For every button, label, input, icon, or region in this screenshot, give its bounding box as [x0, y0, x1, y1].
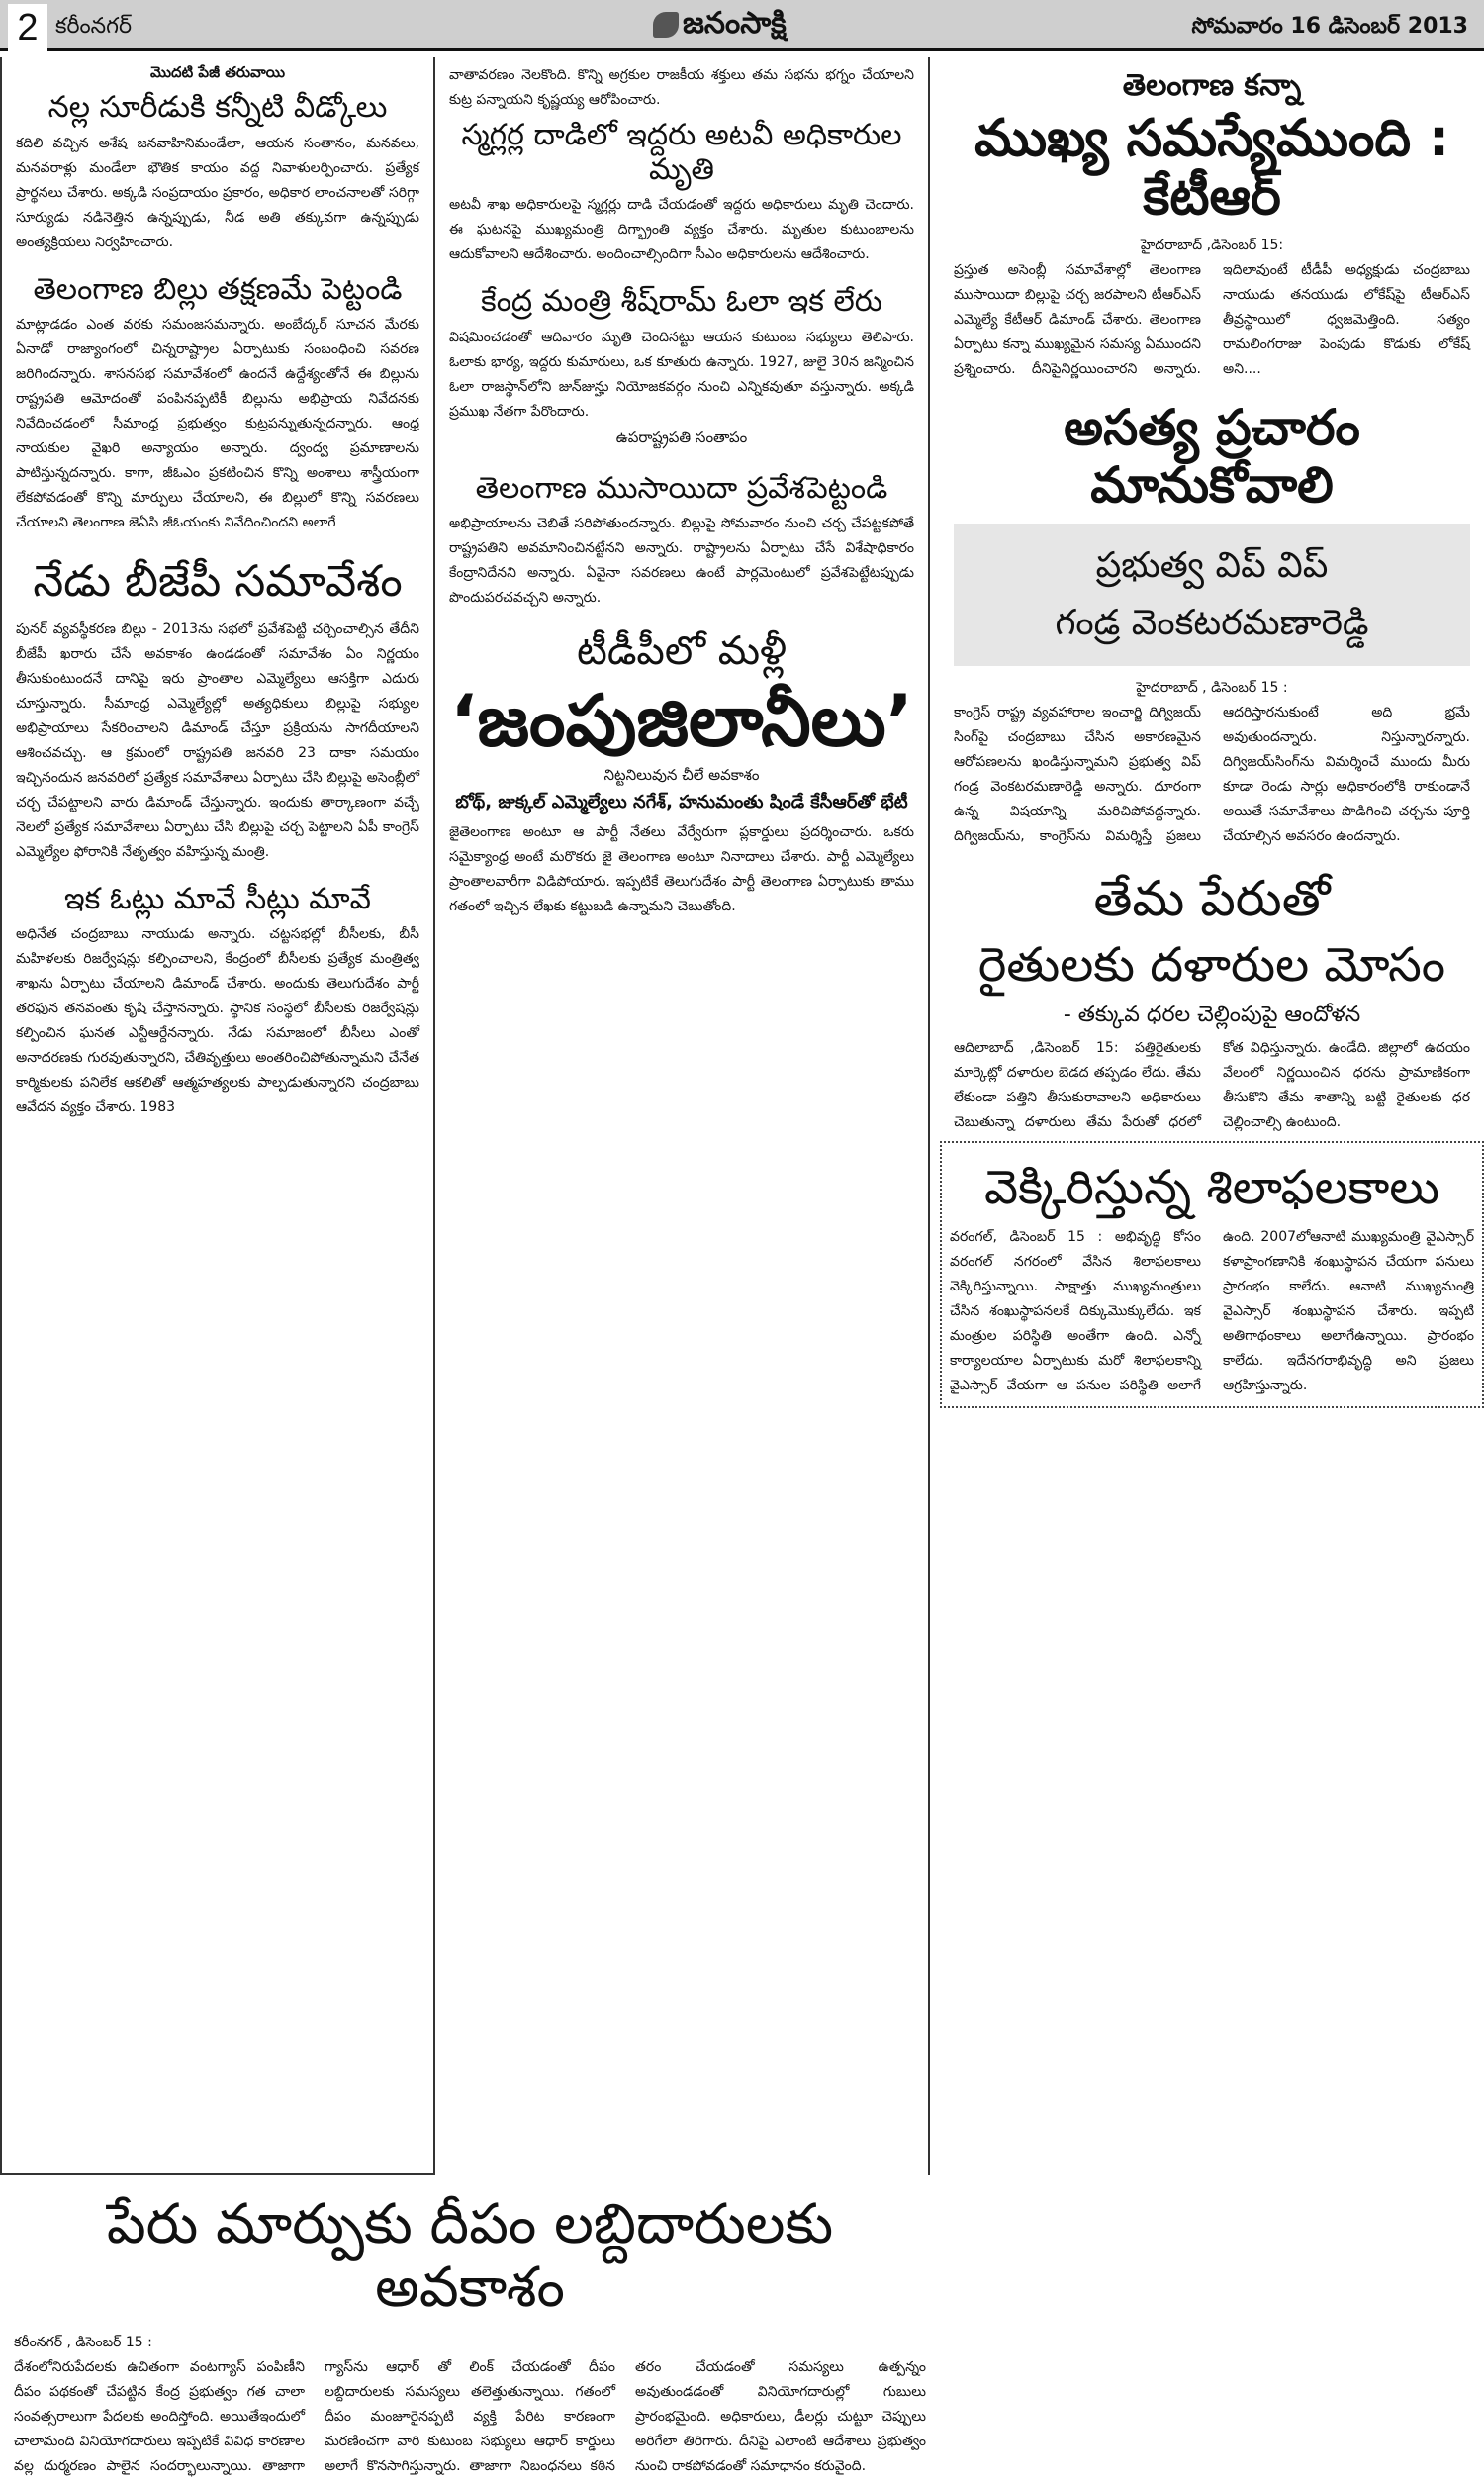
headline: తెలంగాణ ముసాయిదా ప్రవేశపెట్టండి — [475, 470, 888, 506]
edition-name: కరీంనగర్ — [55, 14, 133, 39]
story-mandela — [2, 57, 433, 261]
story-body: జైతెలంగాణ అంటూ ఆ పార్టీ నేతలు వేర్వేరుగా ప్లకార్డులు ప్రదర్శించారు. ఒకరు సమైక్యాంధ్ర అంటే మరొకరు జై తెలంగాణ అంటూ నినాదాలు చేశారు. పార్టీ ఎమ్మెల్యేలు ప్రాంతాలవారీగా విడిపోయారు. ఇప్పటికే తెలుగుదేశం పార్టీ తెలంగాణ ఏర్పాటుకు తాము గతంలో ఇచ్చిన లేఖకు కట్టుబడి ఉన్నామని చెబుతోంది. — [449, 823, 914, 914]
logo-text: జనంసాక్షి — [683, 6, 787, 41]
kicker: తెలంగాణ కన్నా — [1122, 68, 1302, 103]
story-body: అధినేత చంద్రబాబు నాయుడు అన్నారు. చట్టసభల్లో బీసీలకు, బీసీ మహిళలకు రిజర్వేషన్లు కల్పించాలని, కేంద్రంలో బీసీలకు ప్రత్యేక మంత్రిత్వ శాఖను ఏర్పాటు చేయాలని డిమాండ్ చేశారు. అందుకు తెలుగుదేశం పార్టీ తరఫున తనవంతు కృషి చేస్తానన్నారు. స్థానిక సంస్థలో బీసీలకు రిజర్వేషన్లు కల్పించిన ఘనత ఎన్టీఆర్దేనన్నారు. నేడు సమాజంలో బీసీలు ఎంతో అనాదరణకు గురవుతున్నారని, చేతివృత్తులు అంతరించిపోతున్నామని చేనేత కార్మికులకు పనిలేక ఆకలితో ఆత్మహత్యలకు పాల్పడుతున్నారని చంద్రబాబు ఆవేదన వ్యక్తం చేశారు. 1983 — [16, 926, 419, 1116]
story-body: వరంగల్, డిసెంబర్ 15 : అభివృద్ధి కోసం వరంగల్ నగరంలో వేసిన శిలాఫలకాలు వెక్కిరిస్తున్నాయి. సాక్షాత్తు ముఖ్యమంత్రులు చేసిన శంఖుస్థాపనలకే దిక్కుమొక్కులేదు. ఇక మంత్రుల పరిస్థితి అంతేగా ఉంది. ఎన్నో కార్యాలయాల ఏర్పాటుకు మరో శిలాఫలకాన్ని వైఎస్సార్ వేయగా ఆ పనుల పరిస్థితి అలాగే ఉంది. 2007లోఆనాటి ముఖ్యమంత్రి వైఎస్సార్ కళాప్రాంగణానికి శంఖుస్థాపన చేయగా పనులు ప్రారంభం కాలేదు. ఆనాటి ముఖ్యమంత్రి వైఎస్సార్ శంఖుస్థాపన చేశారు. ఇప్పటి అతిగాథంకాలు అలాగేఉన్నాయి. ప్రారంభం కాలేదు. ఇదేనగరాభివృద్ధి అని ప్రజలు ఆగ్రహిస్తున్నారు. — [950, 1228, 1474, 1393]
kicker: మొదటి పేజీ తరువాయి — [149, 63, 286, 81]
dateline: హైదరాబాద్ , డిసెంబర్ 15 : — [1136, 680, 1288, 697]
kicker: తేమ పేరుతో — [1093, 870, 1331, 928]
story-body: అటవీ శాఖ అధికారులపై స్మగ్లర్లు దాడి చేయడంతో ఇద్దరు అధికారులు మృతి చెందారు. ఈ ఘటనపై ముఖ్యమంత్రి దిగ్భ్రాంతి వ్యక్తం చేశారు. మృతుల కుటుంబాలను ఆదుకోవాలని ఆదేశించారు. అందించాల్సిందిగా సీఎం అధికారులను ఆదేశించారు. — [449, 197, 914, 262]
headline: నల్ల సూరీడుకి కన్నీటి వీడ్కోలు — [47, 90, 388, 125]
headline: అసత్య ప్రచారం మానుకోవాలి — [1064, 399, 1360, 514]
story-farmers — [940, 855, 1484, 1141]
story-intro: వాతావరణం నెలకొంది. కొన్ని అగ్రకుల రాజకీయ శక్తులు తమ సభను భగ్నం చేయాలని కుట్ర పన్నాయని కృష్ణయ్య ఆరోపించారు. — [449, 67, 914, 108]
headline: రైతులకు దళారుల మోసం — [977, 936, 1446, 993]
headline: ఇక ఓట్లు మావే సీట్లు మావే — [64, 881, 371, 916]
logo-emblem-icon — [653, 12, 679, 38]
headline: పేరు మార్పుకు దీపం లబ్దిదారులకు అవకాశం — [106, 2192, 834, 2321]
story-body: అభిప్రాయాలను చెబితే సరిపోతుందన్నారు. బిల్లుపై సోమవారం నుంచి చర్చ చేపట్టకపోతే రాష్ట్రపతిని అవమానించినట్టేనని అన్నారు. రాష్ట్రాలను ఏర్పాటు చేసే విశేషాధికారం కేంద్రానిదేనని అన్నారు. ఏవైనా సవరణలు ఉంటే పార్లమెంటులో ప్రవేశపెట్టేటప్పుడు పొందుపరచవచ్చని అన్నారు. — [449, 516, 914, 606]
issue-date: సోమవారం 16 డిసెంబర్ 2013 — [1191, 14, 1468, 39]
box-line: గండ్ర వెంకటరమణారెడ్డి — [1055, 603, 1369, 644]
headline: నేడు బీజేపీ సమావేశం — [33, 556, 403, 607]
story-body: ఆదిలాబాద్ ,డిసెంబర్ 15: పత్తిరైతులకు మార్కెట్లో దళారుల బెడద తప్పడం లేదు. తేమ లేకుండా పత్తిని తీసుకురావాలని అధికారులు చెబుతున్నా దళారులు తేమ పేరుతో ధరలో కోత విధిస్తున్నారు. ఉండేది. జిల్లాలో ఉదయం వేలంలో నిర్ణయించిన ధరను ప్రామాణికంగా తీసుకొని తేమ శాతాన్ని బట్టి రైతులకు ధర చెల్లించాల్సి ఉంటుంది. — [954, 1039, 1470, 1130]
dateline: హైదరాబాద్ ,డిసెంబర్ 15: — [1140, 238, 1284, 254]
headline: తెలంగాణ బిల్లు తక్షణమే పెట్టండి — [33, 271, 403, 307]
story-forest — [435, 57, 928, 273]
story-body: కదిలి వచ్చిన అశేష జనవాహినిమండేలా, ఆయన సంతానం, మనవలు, మనవరాళ్లు మండేలా భౌతిక కాయం వద్ద నివాళులర్పించారు. ప్రత్యేక ప్రార్థనలు చేశారు. అక్కడి సంప్రదాయం ప్రకారం, అధికార లాంచనాలతో సరిగ్గా సూర్యుడు నడినెత్తిన ఉన్నప్పుడు, నీడ అతి తక్కువగా ఉన్నప్పుడు అంత్యక్రియలు నిర్వహించారు. — [16, 135, 419, 250]
story-gandra — [940, 388, 1484, 855]
story-tdp — [435, 617, 928, 925]
story-body: పునర్ వ్యవస్థీకరణ బిల్లు - 2013ను సభలో ప్రవేశపెట్టి చర్చించాల్సిన తేదీని బీజేపీ ఖరారు చేసే అవకాశం ఉండడంతో సమావేశం ఏం నిర్ణయం తీసుకుంటుందనే దానిపై ఇరు ప్రాంతాల ఎమ్మెల్యేలు ఆసక్తిగా ఎదురు చూస్తున్నారు. సీమాంధ్ర ఎమ్మెల్యేల్లో అత్యధికులు బిల్లుపై సభ్యుల అభిప్రాయాలు సేకరించాలని డిమాండ్ చేస్తూ ప్రక్రియను సాగదీయాలని ఆశించవచ్చు. ఆ క్రమంలో రాష్ట్రపతి జనవరి 23 దాకా సమయం ఇచ్చినందున జనవరిలో ప్రత్యేక సమావేశాలు ఏర్పాటు చేసి బిల్లుపై అసెంబ్లీలో చర్చ చేపట్టాలని వారు డిమాండ్ చేస్తున్నారు. ఇందుకు తార్కాణంగా వచ్చే నెలలో ప్రత్యేక సమావేశాలు ఏర్పాటు చేసి బిల్లుపై చర్చ పెట్టాలని ఏపీ కాంగ్రెస్ ఎమ్మెల్యేల ఫోరానికి నేతృత్వం వహిస్తున్న మంత్రి. — [16, 621, 419, 860]
column-left — [0, 57, 435, 2175]
masthead — [0, 0, 1484, 51]
headline: ముఖ్య సమస్యేముంది : కేటీఆర్ — [974, 108, 1449, 228]
column-right — [940, 57, 1484, 2413]
headline: వెక్కిరిస్తున్న శిలాఫలకాలు — [984, 1159, 1439, 1215]
highlight-box — [954, 524, 1470, 666]
newspaper-logo — [653, 6, 787, 48]
subhead-bold: బోథ్, జుక్కల్ ఎమ్మెల్యేలు నగేశ్, హనుమంతు షిండే కేసీఆర్‌తో భేటీ — [455, 791, 908, 812]
subhead: - తక్కువ ధరల చెల్లింపుపై ఆందోళన — [1063, 1002, 1361, 1027]
subhead: ఉపరాష్ట్రపతి సంతాపం — [615, 428, 748, 446]
dateline: కరీంనగర్ , డిసెంబర్ 15 : — [14, 2334, 152, 2350]
story-plaques — [940, 1141, 1484, 1408]
box-line: ప్రభుత్వ విప్ విప్ — [1095, 545, 1329, 587]
story-deepam — [0, 2177, 940, 2485]
column-middle — [435, 57, 930, 2175]
headline: ‘జంపుజిలానీలు’ — [450, 679, 913, 762]
story-bjp — [2, 541, 433, 871]
kicker: టీడీపీలో మళ్లీ — [576, 628, 788, 674]
story-draft — [435, 460, 928, 618]
story-body: దేశంలోనిరుపేదలకు ఉచితంగా వంటగ్యాస్ పంపిణీని దీపం పథకంతో చేపట్టిన కేంద్ర ప్రభుత్వం గత చాలా సంవత్సరాలుగా పేదలకు అందిస్తోంది. అయితేఇందులో చాలామంది వినియోగదారులు ఇప్పటికే వివిధ కారణాల వల్ల దుర్మరణం పాలైన సందర్భాలున్నాయి. తాజాగా గ్యాస్‌ను ఆధార్ తో లింక్ చేయడంతో దీపం లబ్దిదారులకు సమస్యలు తలెత్తుతున్నాయి. గతంలో దీపం మంజూరైనప్పటి వ్యక్తి పేరిట కారణంగా మరణించగా వారి కుటుంబ సభ్యులు ఆధార్ కార్డులు అలాగే కొనసాగిస్తున్నారు. తాజాగా నిబంధనలు కఠిన తరం చేయడంతో సమస్యలు ఉత్పన్నం అవుతుండడంతో వినియోగదారుల్లో గుబులు ప్రారంభమైంది. అధికారులు, డీలర్లు చుట్టూ చెప్పులు అరిగేలా తిరిగారు. దీనిపై ఎలాంటి ఆదేశాలు ప్రభుత్వం నుంచి రాకపోవడంతో సమాధానం కరువైంది. — [14, 2358, 926, 2474]
story-ktr — [940, 57, 1484, 388]
headline: కేంద్ర మంత్రి శీష్‌రామ్ ఓలా ఇక లేరు — [481, 284, 882, 319]
page-number: 2 — [8, 4, 47, 51]
headline: స్మగ్లర్ల దాడిలో ఇద్దరు అటవీ అధికారుల మృతి — [461, 118, 902, 187]
story-bill — [2, 261, 433, 542]
story-body: విషమించడంతో ఆదివారం మృతి చెందినట్టు ఆయన కుటుంబ సభ్యులు తెలిపారు. ఓలాకు భార్య, ఇద్దరు కుమారులు, ఒక కూతురు ఉన్నారు. 1927, జులై 30న జన్మించిన ఓలా రాజస్థాన్‌లోని జున్‌జున్హు నియోజకవర్గం నుంచి ఎన్నికవుతూ వస్తున్నారు. అక్కడి ప్రముఖ నేతగా పేరొందారు. — [449, 329, 914, 420]
subhead: నిట్టనిలువున చీలే అవకాశం — [603, 765, 760, 784]
story-body: కాంగ్రెస్ రాష్ట్ర వ్యవహారాల ఇంచార్జి దిగ్విజయ్ సింగ్‌పై చంద్రబాబు చేసిన అకారణమైన ఆరోపణలను ఖండిస్తున్నామని ప్రభుత్వ విప్ గండ్ర వెంకటరమణారెడ్డి అన్నారు. దూరంగా ఉన్న విషయాన్ని మరిచిపోవద్దన్నారు. దిగ్విజయ్‌ను, కాంగ్రెస్‌ను విమర్శిస్తే ప్రజలు ఆదరిస్తారనుకుంటే అది భ్రమే అవుతుందన్నారు. నిస్తున్నారన్నారు. దిగ్విజయ్‌సింగ్‌ను విమర్శించే ముందు మీరు కూడా రెండు సార్లు అధికారంలోకి రాకుండానే అయితే సమావేశాలు పొడిగించి చర్చను పూర్తి చేయాల్సిన అవసరం ఉందన్నారు. — [954, 705, 1470, 845]
story-ola — [435, 273, 928, 460]
story-votes — [2, 871, 433, 1127]
story-body: ప్రస్తుత అసెంబ్లీ సమావేశాల్లో తెలంగాణ ముసాయిదా బిల్లుపై చర్చ జరపాలని టీఆర్ఎస్ ఎమ్మెల్యే కేటీఆర్ డిమాండ్ చేశారు. తెలంగాణ ఏర్పాటు కన్నా ముఖ్యమైన సమస్య ఏముందని ప్రశ్నించారు. దీనిపైనిర్ణయించారని అన్నారు. ఇదిలావుంటే టీడీపీ అధ్యక్షుడు చంద్రబాబు నాయుడు తనయుడు లోకేష్‌పై టీఆర్ఎస్ తీవ్రస్థాయిలో ధ్వజమెత్తింది. సత్యం రామలింగరాజు పెంపుడు కొడుకు లోకేష్ అని.... — [954, 262, 1470, 378]
bottom-story-deepam — [0, 2177, 940, 2474]
story-body: మాట్లాడడం ఎంత వరకు సమంజసమన్నారు. అంబేద్కర్ సూచన మేరకు ఏనాడో రాజ్యాంగంలో చిన్నరాష్ట్రాల ఏర్పాటుకు సంబంధించి సవరణ జరిగిందన్నారు. శాసనసభ సమావేశంలో ఉందనే ఉద్దేశ్యంతోనే ఈ బిల్లును రాష్ట్రపతి ఆమోదంతో పంపినప్పటికీ బిల్లును అభిప్రాయ నివేదనకు నివేదించడంలో సీమాంధ్ర ప్రభుత్వం కుట్రపన్నుతున్నదన్నారు. ఆంధ్ర నాయకుల వైఖరి అన్యాయం అన్నారు. ద్వంద్వ ప్రమాణాలను పాటిస్తున్నదన్నారు. కాగా, జీఓఎం ప్రకటించిన కొన్ని అంశాలు శాస్త్రీయంగా లేకపోవడంతో కొన్ని మార్పులు చేయాలని, ఈ బిల్లులో కొన్ని సవరణలు చేయాలని తెలంగాణ జెఏసి జీఓయంకు నివేదించిందని అలాగే — [16, 317, 419, 530]
